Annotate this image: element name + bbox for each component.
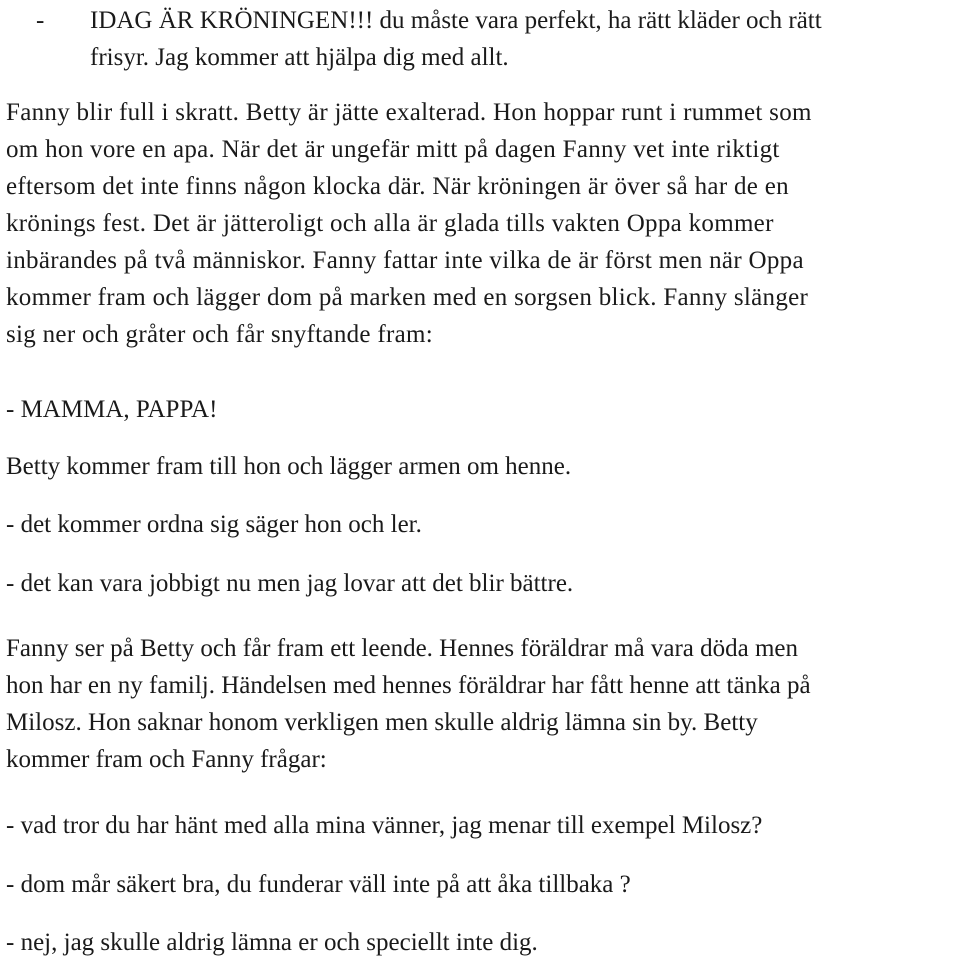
paragraph-narration-milosz	[6, 630, 811, 778]
paragraph-dialogue-question	[6, 807, 762, 844]
dialogue-dash: -	[36, 7, 45, 34]
paragraph-dialogue-reassure	[6, 506, 422, 543]
text-line: hon har en ny familj. Händelsen med hennes föräldrar har fått henne att tänka på	[6, 672, 811, 699]
text-line: sig ner och gråter och får snyftande fram:	[6, 321, 434, 348]
paragraph-narration-feast	[6, 94, 812, 353]
paragraph-dialogue-reply	[6, 924, 538, 961]
text-line: - vad tror du har hänt med alla mina vänner, jag menar till exempel Milosz?	[6, 812, 763, 839]
paragraph-dialogue-promise	[6, 565, 573, 602]
text-line: frisyr. Jag kommer att hjälpa dig med allt.	[90, 44, 509, 71]
text-line: - det kommer ordna sig säger hon och ler.	[6, 511, 422, 538]
paragraph-dialogue-parents	[6, 391, 217, 428]
text-line: inbärandes på två människor. Fanny fattar inte vilka de är först men när Oppa	[6, 247, 804, 274]
dialogue-text: IDAG ÄR KRÖNINGEN!!! du måste vara perfekt, ha rätt kläder och rätt	[90, 7, 822, 34]
text-line: Betty kommer fram till hon och lägger armen om henne.	[6, 453, 572, 480]
paragraph-dialogue-answer	[6, 866, 631, 903]
text-line: - MAMMA, PAPPA!	[6, 396, 218, 423]
text-line: kommer fram och lägger dom på marken med en sorgsen blick. Fanny slänger	[6, 284, 809, 311]
text-line: eftersom det inte finns någon klocka där. När kröningen är över så har de en	[6, 173, 789, 200]
text-line: - det kan vara jobbigt nu men jag lovar att det blir bättre.	[6, 570, 574, 597]
text-line: Milosz. Hon saknar honom verkligen men skulle aldrig lämna sin by. Betty	[6, 709, 758, 736]
text-line: kommer fram och Fanny frågar:	[6, 746, 327, 773]
text-line: Fanny blir full i skratt. Betty är jätte exalterad. Hon hoppar runt i rummet som	[6, 99, 812, 126]
text-line: om hon vore en apa. När det är ungefär mitt på dagen Fanny vet inte riktigt	[6, 136, 780, 163]
text-line	[6, 2, 822, 39]
paragraph-dialogue-coronation	[6, 2, 822, 76]
text-line: - dom mår säkert bra, du funderar väll inte på att åka tillbaka ?	[6, 871, 631, 898]
text-line: krönings fest. Det är jätteroligt och alla är glada tills vakten Oppa kommer	[6, 210, 774, 237]
paragraph-narration-comfort	[6, 448, 571, 485]
text-line: Fanny ser på Betty och får fram ett leende. Hennes föräldrar må vara döda men	[6, 635, 799, 662]
text-line: - nej, jag skulle aldrig lämna er och speciellt inte dig.	[6, 929, 538, 956]
